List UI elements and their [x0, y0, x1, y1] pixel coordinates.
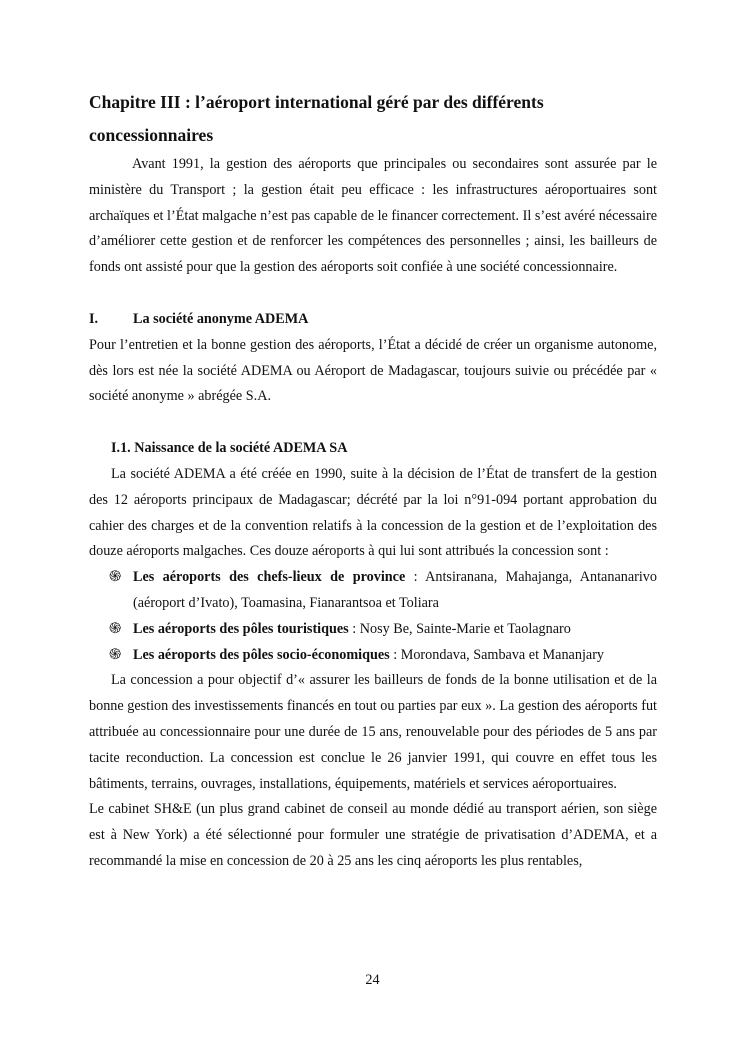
list-item-text: : Antsiranana, Mahajanga, Antananarivo (aéroport d’Ivato), Toamasina, Fianarantsoa et Toliara: [133, 569, 657, 611]
list-item: [89, 617, 657, 643]
list-item-text: : Nosy Be, Sainte-Marie et Taolagnaro: [348, 620, 571, 637]
swirl-bullet-icon: ֍: [109, 569, 122, 586]
subsection-paragraph-2: La concession a pour objectif d’« assurer les bailleurs de fonds de la bonne utilisation et de la bonne gestion des investissements financés en tout ou parties par eux ». La gestion des aéroports fut attribuée au concessionnaire pour une durée de 15 ans, renouvelable pour des périodes de 5 ans par tacite reconduction. La concession est conclue le 26 janvier 1991, qui couvre en effet tous les bâtiments, terrains, ouvrages, installations, équipements, matériels et services aéroportuaires.: [89, 672, 657, 792]
document-page: [89, 86, 657, 875]
section-number: I.: [89, 310, 99, 327]
list-item-bold: Les aéroports des pôles socio-économiques: [133, 646, 390, 663]
intro-paragraph: Avant 1991, la gestion des aéroports que principales ou secondaires sont assurée par le ministère du Transport ; la gestion était peu efficace : les infrastructures aéroportuaires sont archaïques et l’État malgache n’est pas capable de le financer correctement. Il s’est avéré nécessaire d’améliorer cette gestion et de renforcer les compétences des personnelles ; ainsi, les bailleurs de fonds ont assisté pour que la gestion des aéroports soit confiée à une société concessionnaire.: [89, 156, 657, 276]
section-heading: [89, 307, 657, 333]
list-item-bold: Les aéroports des chefs-lieux de province: [133, 569, 406, 586]
subsection-paragraph-3: Le cabinet SH&E (un plus grand cabinet de conseil au monde dédié au transport aérien, son siège est à New York) a été sélectionné pour formuler une stratégie de privatisation d’ADEMA, et a recommandé la mise en concession de 20 à 25 ans les cinq aéroports les plus rentables,: [89, 801, 657, 869]
airport-list: [89, 565, 657, 668]
swirl-bullet-icon: ֍: [109, 646, 122, 663]
section-title: La société anonyme ADEMA: [133, 310, 309, 327]
list-item: [89, 565, 657, 617]
list-item-bold: Les aéroports des pôles touristiques: [133, 620, 349, 637]
list-item-text: : Morondava, Sambava et Mananjary: [389, 646, 605, 663]
chapter-title: Chapitre III : l’aéroport international géré par des différents concessionnaires: [89, 92, 544, 145]
subsection-heading: I.1. Naissance de la société ADEMA SA: [111, 440, 348, 457]
swirl-bullet-icon: ֍: [109, 620, 122, 637]
page-number: 24: [365, 972, 380, 988]
list-item: [89, 643, 657, 669]
section-paragraph: Pour l’entretien et la bonne gestion des aéroports, l’État a décidé de créer un organisme autonome, dès lors est née la société ADEMA ou Aéroport de Madagascar, toujours suivie ou précédée par « société anonyme » abrégée S.A.: [89, 336, 657, 405]
subsection-paragraph-1: La société ADEMA a été créée en 1990, suite à la décision de l’État de transfert de la gestion des 12 aéroports principaux de Madagascar; décrété par la loi n°91-094 portant approbation du cahier des charges et de la convention relatifs à la concession de la gestion et de l’exploitation des douze aéroports malgaches. Ces douze aéroports à qui lui sont attribués la concession sont :: [89, 465, 657, 560]
